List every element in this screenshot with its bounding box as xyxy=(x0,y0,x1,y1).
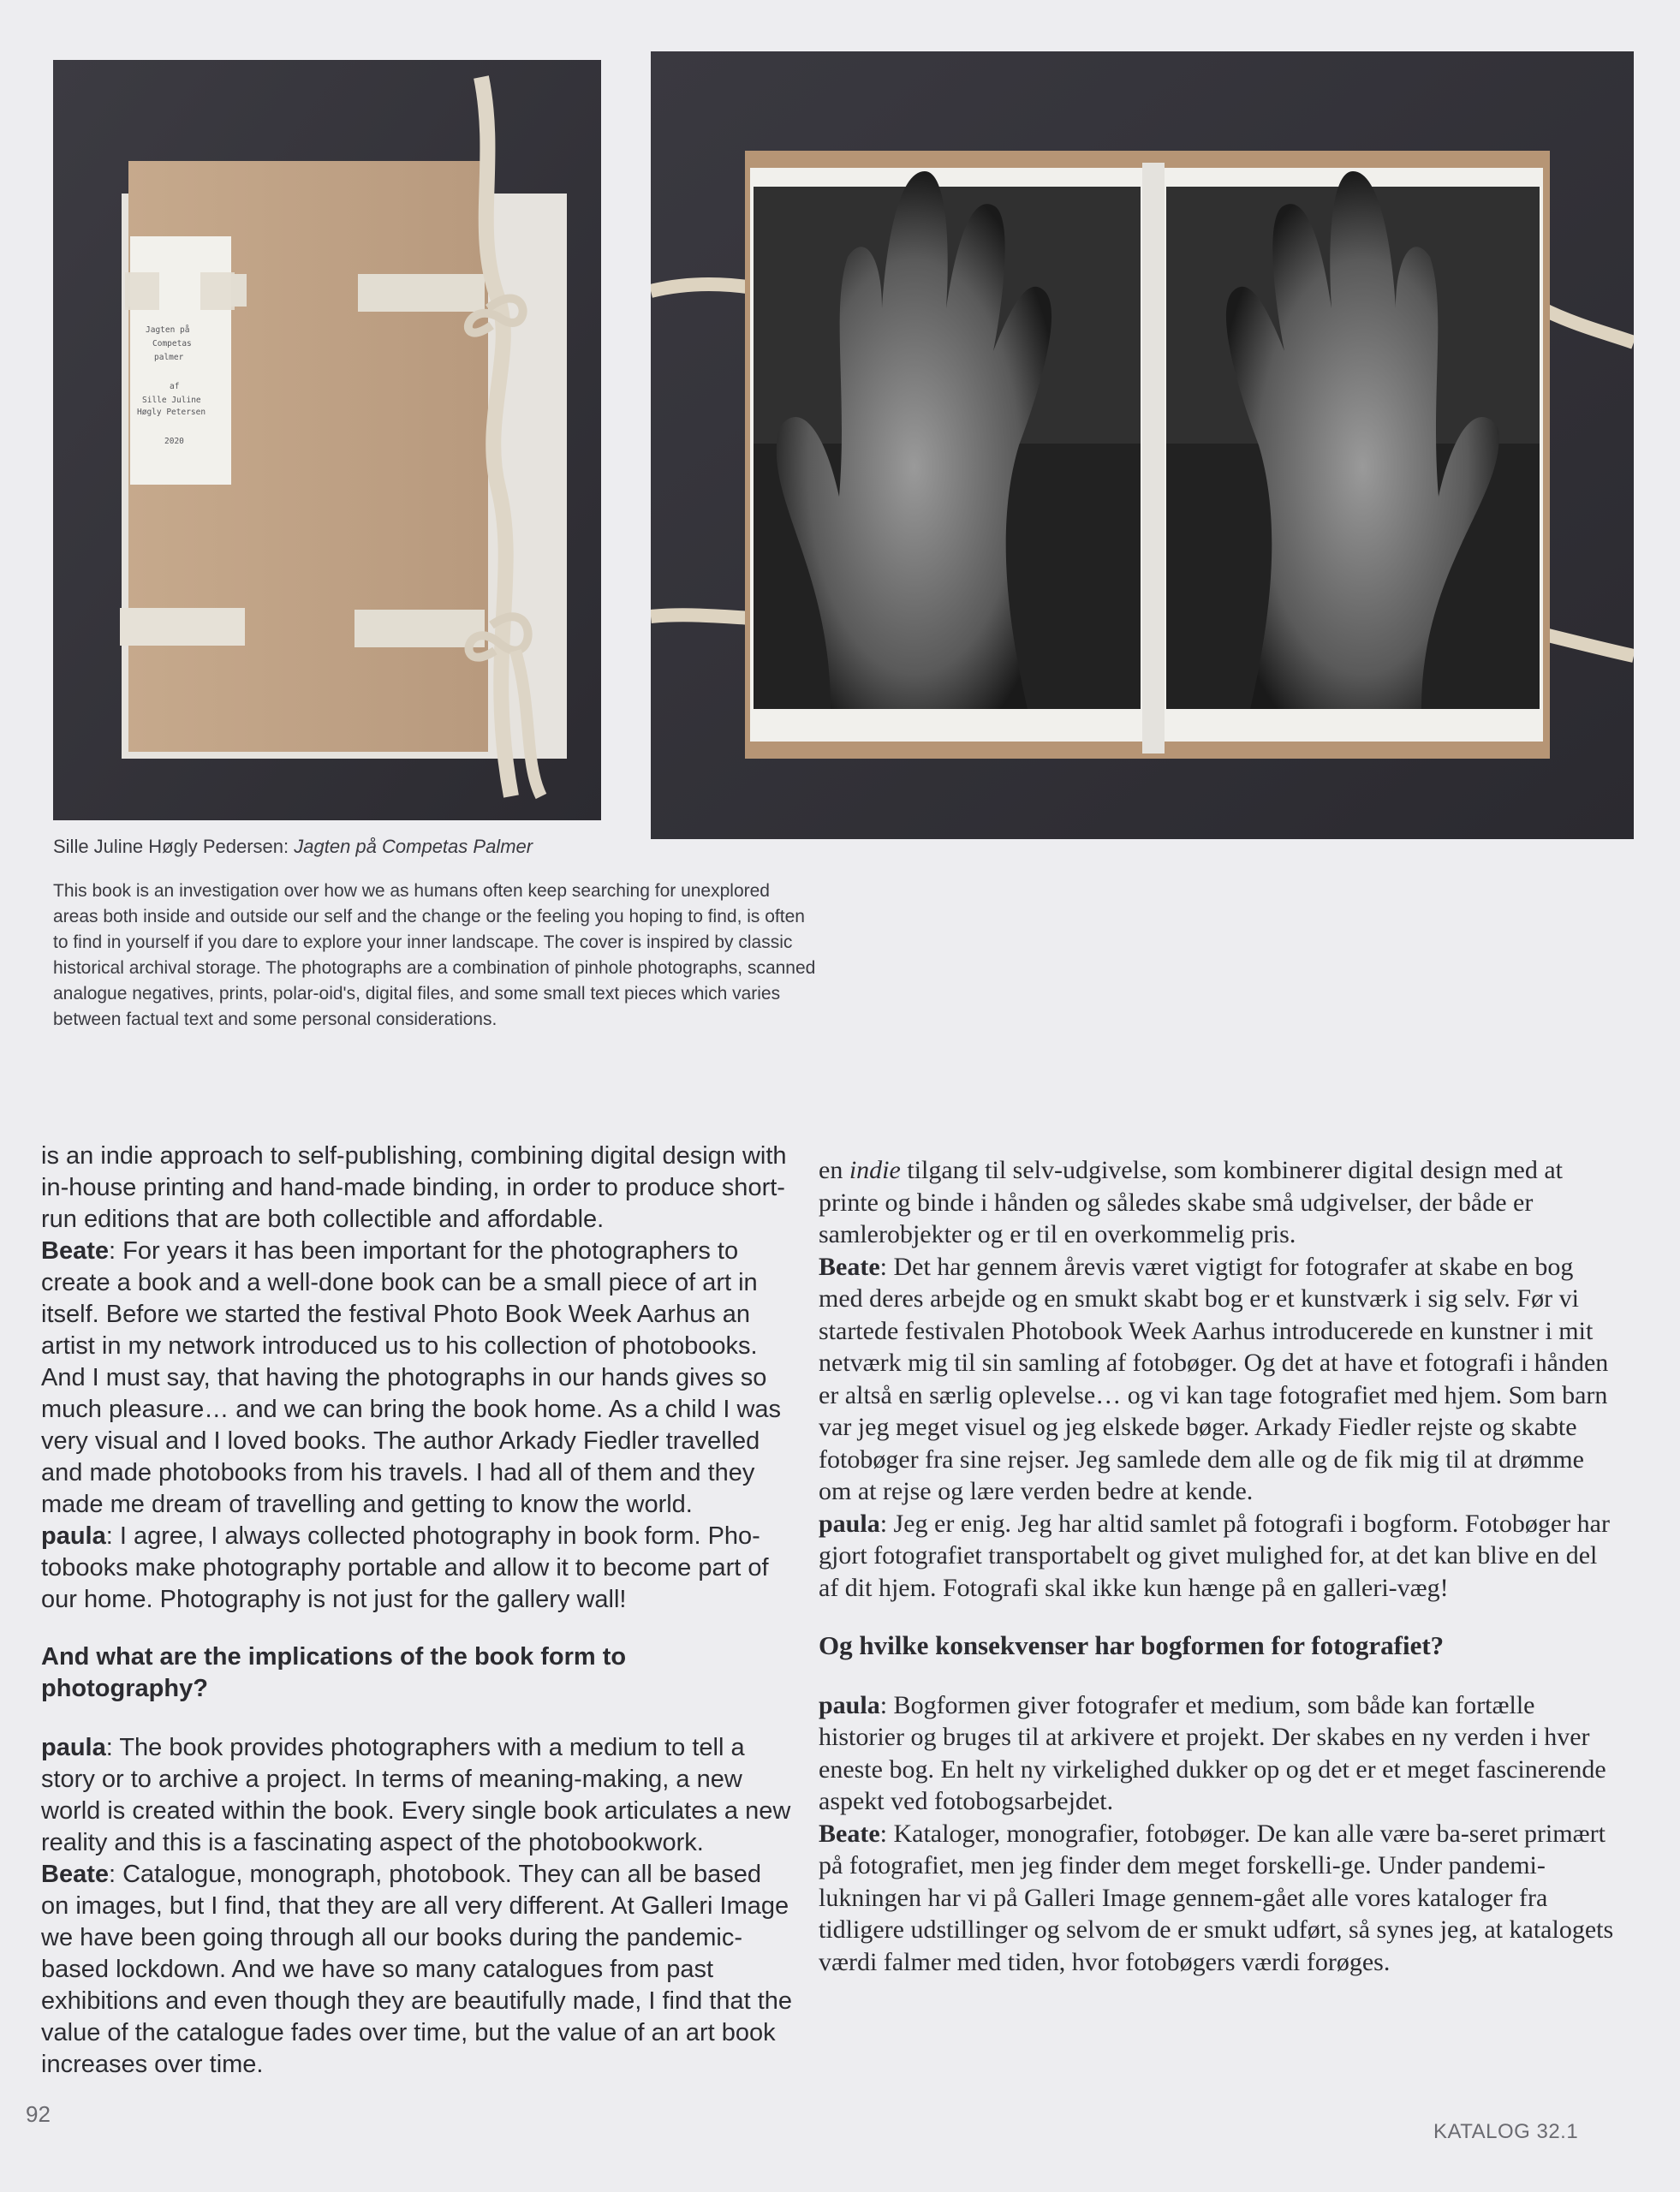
speaker-paula: paula xyxy=(819,1509,880,1538)
speaker-beate: Beate xyxy=(819,1252,880,1281)
speaker-beate: Beate xyxy=(41,1861,109,1888)
english-paula2-paragraph: paula: The book provides photographers with a medium to tell a story or to archive a project. In terms of meaning-making, a new world is created within the book. Every single book articulates a new reality and this is a fascinating aspect of the photobookwork. xyxy=(41,1734,791,1856)
danish-beate2-paragraph: Beate: Kataloger, monografier, fotobøger. De kan alle være ba-seret primært på fotografiet, men jeg finder dem meget forskelli-ge. Under pandemi-lukningen har vi på Galleri Image gennem-gået alle vores kataloger fra tidligere udstillinger og selvom de er smukt udført, så synes jeg, at katalogets værdi falmer med tiden, hvor fotobøgers værdi forøges. xyxy=(819,1819,1614,1976)
label-line-2: Competas xyxy=(152,339,192,348)
label-line-6: Høgly Petersen xyxy=(137,408,206,417)
speaker-beate: Beate xyxy=(41,1237,109,1265)
label-line-7: 2020 xyxy=(164,437,184,446)
danish-paula2-paragraph: paula: Bogformen giver fotografer et medium, som både kan fortælle historier og bruges til at arkivere et projekt. Der skabes en ny verden i hver eneste bog. En helt ny virkelighed dukker op og det er et meget fascinerende aspekt ved fotobogsarbejdet. xyxy=(819,1690,1606,1815)
open-book-photo xyxy=(651,51,1634,839)
label-line-1: Jagten på xyxy=(146,325,190,335)
photo-caption-body: This book is an investigation over how we as humans often keep searching for unexplored areas both inside and outside our self and the change or the feeling you hoping to find, is often to find in yourself if you dare to explore your inner landscape. The cover is inspired by classic historical archival storage. The photographs are a combination of pinhole photographs, scanned analogue negatives, prints, polar-oid's, digital files, and some small text pieces which varies between factual text and some personal considerations. xyxy=(53,881,816,1029)
danish-paula-paragraph: paula: Jeg er enig. Jeg har altid samlet på fotografi i bogform. Fotobøger har gjort fotografiet transportabelt og givet mulighed for, at det kan blive en del af dit hjem. Fotografi skal ikke kun hænge på en galleri-væg! xyxy=(819,1509,1610,1602)
danish-intro: en indie tilgang til selv-udgivelse, som kombinerer digital design med at printe og binde i hånden og således skabe små udgivelser, der både er samlerobjekter og er til en overkommelig pris. xyxy=(819,1156,1564,1248)
page-number: 92 xyxy=(26,2101,51,2127)
speaker-beate: Beate xyxy=(819,1819,880,1848)
english-paula-paragraph: paula: I agree, I always collected photography in book form. Pho-tobooks make photography portable and allow it to become part of our home. Photography is not just for the gallery wall! xyxy=(41,1522,769,1613)
speaker-paula: paula xyxy=(41,1522,106,1550)
caption-author: Sille Juline Høgly Pedersen: xyxy=(53,836,289,857)
english-intro: is an indie approach to self-publishing, combining digital design with in-house printing and hand-made binding, in order to produce short-run editions that are both collectible and affordable. xyxy=(41,1142,787,1233)
label-line-5: Sille Juline xyxy=(142,396,201,405)
label-line-3: palmer xyxy=(154,353,184,362)
danish-column xyxy=(819,1154,1615,1978)
english-beate2-paragraph: Beate: Catalogue, monograph, photobook. They can all be based on images, but I find, that they are all very different. At Galleri Image we have been going through all our books during the pandemic-based lockdown. And we have so many catalogues from past exhibitions and even though they are beautifully made, I find that the value of the catalogue fades over time, but the value of an art book increases over time. xyxy=(41,1861,793,2078)
english-beate-paragraph: Beate: For years it has been important for the photographers to create a book and a well-done book can be a small piece of art in itself. Before we started the festival Photo Book Week Aarhus an artist in my network introduced us to his collection of photobooks. And I must say, that having the photographs in our hands gives so much pleasure… and we can bring the book home. As a child I was very visual and I loved books. The author Arkady Fiedler travelled and made photobooks from his travels. I had all of them and they made me dream of travelling and getting to know the world. xyxy=(41,1237,782,1518)
caption-work-title: Jagten på Competas Palmer xyxy=(294,836,533,857)
label-line-4: af xyxy=(170,382,180,391)
english-column xyxy=(41,1141,795,2081)
photo-caption-title xyxy=(53,836,533,858)
danish-question: Og hvilke konsekvenser har bogformen for fotografiet? xyxy=(819,1630,1445,1660)
magazine-name: KATALOG 32.1 xyxy=(1433,2120,1579,2143)
speaker-paula: paula xyxy=(819,1690,880,1719)
speaker-paula: paula xyxy=(41,1734,106,1761)
book-cover-photo xyxy=(53,60,601,820)
danish-beate-paragraph: Beate: Det har gennem årevis været vigtigt for fotografer at skabe en bog med deres arbejde og en smukt skabt bog er et kunstværk i sig selv. Før vi startede festivalen Photobook Week Aarhus introducerede en kunstner i mit netværk mig til sin samling af fotobøger. Og det at have et fotografi i hånden er altså en særlig oplevelse… og vi kan tage fotografiet med hjem. Som barn var jeg meget visuel og jeg elskede bøger. Arkady Fiedler rejste og skabte fotobøger fra sine rejser. Jeg samlede dem alle og de fik mig til at drømme om at rejse og lære verden bedre at kende. xyxy=(819,1252,1609,1505)
english-question: And what are the implications of the book form to photography? xyxy=(41,1643,627,1702)
